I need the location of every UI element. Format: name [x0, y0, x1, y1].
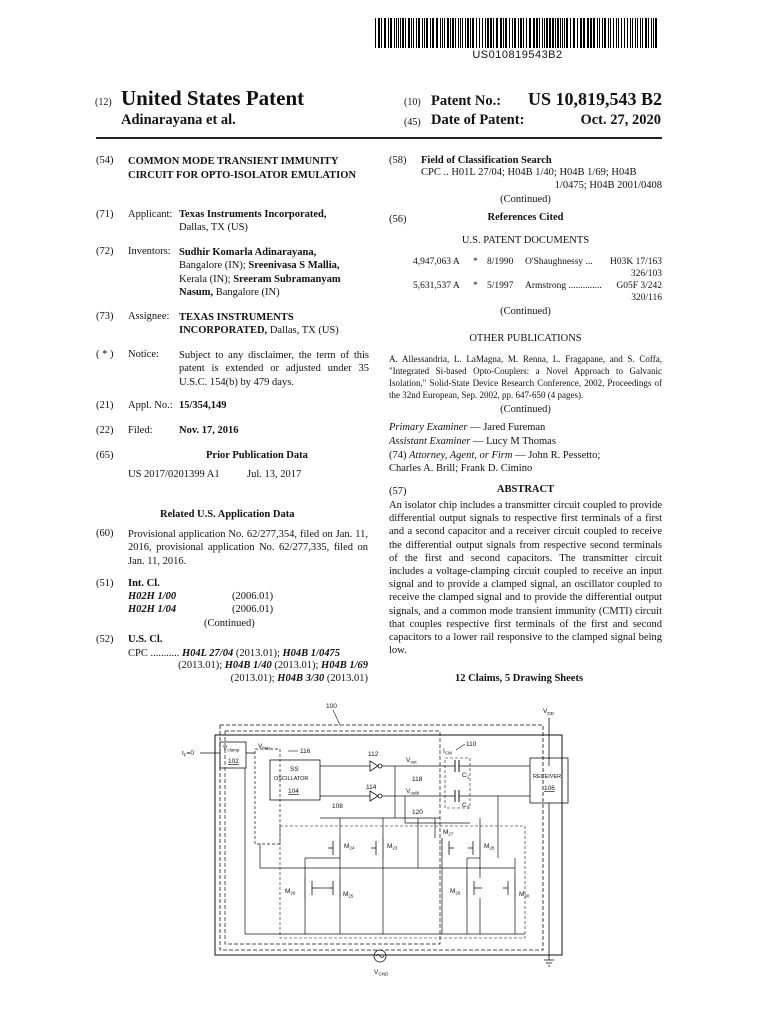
barcode-bar	[482, 18, 483, 48]
ref-number: 5,631,537 A	[413, 281, 460, 291]
barcode-bar	[460, 18, 461, 48]
barcode-bar	[426, 18, 428, 48]
assignee-name-2: INCORPORATED,	[179, 325, 268, 337]
attorney-label: Attorney, Agent, or Firm	[409, 450, 513, 461]
inventor-2: Sreenivasa S Mallia,	[248, 260, 340, 272]
assignee-name-1: TEXAS INSTRUMENTS	[179, 312, 294, 323]
barcode-bar	[518, 18, 519, 48]
barcode-bar	[549, 18, 551, 48]
intcl-class-1: H02H 1/00	[128, 591, 177, 602]
ref-date: 5/1997	[487, 281, 514, 291]
barcode-bar	[418, 18, 420, 48]
transistor-m25	[328, 878, 340, 898]
barcode-bar	[432, 18, 434, 48]
intcl-code: (51)	[96, 578, 114, 589]
field-cpc-1: CPC .. H01L 27/04; H04B 1/40; H04B 1/69; H04B	[421, 167, 637, 178]
assistant-examiner-name: — Lucy M Thomas	[473, 436, 556, 447]
barcode-bar	[526, 18, 527, 48]
assistant-examiner	[389, 436, 556, 447]
barcode-bar	[476, 18, 477, 48]
invention-title: COMMON MODE TRANSIENT IMMUNITY CIRCUIT FOR OPTO-ISOLATOR EMULATION	[128, 156, 357, 181]
assignee-code: (73)	[96, 311, 114, 322]
refs-continued: (Continued)	[500, 306, 551, 317]
vbias-label: $V_{bias}$	[258, 743, 271, 751]
barcode-bar	[394, 18, 395, 48]
m29-label: $M_{29}$	[450, 888, 461, 896]
prior-date: Jul. 13, 2017	[247, 469, 302, 480]
barcode-bar	[442, 18, 443, 48]
c2-label: $C_2$	[462, 802, 470, 810]
patent-no-label: Patent No.:	[431, 93, 502, 109]
ref-102: 102	[228, 758, 239, 765]
barcode-bar	[610, 18, 611, 48]
notice-code: ( * )	[96, 349, 114, 360]
abstract-title: ABSTRACT	[496, 484, 555, 495]
barcode-bar	[462, 18, 463, 48]
barcode-bar	[599, 18, 600, 48]
barcode-bar	[645, 18, 647, 48]
attorney	[389, 450, 600, 461]
transistor-m27	[442, 838, 454, 858]
ref-116: 116	[300, 748, 311, 755]
date-code: (45)	[404, 117, 421, 128]
barcode-bar	[624, 18, 625, 48]
kind-code: (12)	[95, 97, 112, 108]
isolator-boundary	[220, 725, 543, 950]
filed-code: (22)	[96, 425, 114, 436]
refs-title: References Cited	[487, 212, 564, 223]
barcode-bar	[580, 18, 582, 48]
refs-code: (56)	[389, 214, 407, 225]
m28-label: $M_{28}$	[484, 843, 495, 851]
transistor-m29	[467, 878, 482, 898]
barcode-bar	[557, 18, 559, 48]
related-title: Related U.S. Application Data	[160, 509, 295, 520]
cmti-wiring	[245, 768, 525, 934]
receiver-label: RECEIVER	[533, 774, 562, 780]
barcode-bar	[618, 18, 619, 48]
barcode-bar	[533, 18, 535, 48]
inventor-3-location: Bangalore (IN)	[215, 286, 280, 298]
ref-subclass: 320/116	[631, 293, 662, 303]
field-cpc-2: 1/0475; H04B 2001/0408	[554, 180, 662, 191]
icm-label: $I_{CM}$	[443, 748, 452, 756]
attorney-code: (74)	[389, 450, 407, 461]
circuit-diagram	[180, 698, 580, 978]
intcl-version-2: (2006.01)	[232, 604, 274, 615]
barcode-bar	[587, 18, 589, 48]
uscl-cpc-line2	[128, 660, 368, 671]
abstract-code: (57)	[389, 486, 407, 497]
barcode-bar	[655, 18, 657, 48]
barcode-bar	[472, 18, 474, 48]
cpc-version-1: (2013.01);	[235, 648, 280, 659]
ref-106: 106	[544, 785, 555, 792]
primary-examiner-label: Primary Examiner	[389, 422, 468, 433]
barcode-bar	[529, 18, 531, 48]
ref-118: 118	[412, 776, 423, 783]
provisional-code: (60)	[96, 528, 114, 539]
barcode-bar	[552, 18, 554, 48]
cpc-version-5: (2013.01)	[326, 673, 368, 684]
appl-label: Appl. No.:	[128, 400, 173, 411]
applicant-code: (71)	[96, 209, 114, 220]
abstract-text: An isolator chip includes a transmitter circuit coupled to provide differential output signals to respective first terminals of a first and a second capacitor and a receiver circuit coupled to receive the differential output signals from respective second terminals of the first and second capacitors. The transmitter circuit includes a voltage-clamping circuit coupled to receive an input signal and to provide a clamped signal, an oscillator coupled to receive the clamped signal and to provide the differential output signals, and a common mode transient immunity (CMTI) circuit that couples respective first terminals of the first and second capacitors to a lower rail responsive to the clamped signal being low.	[389, 500, 662, 657]
barcode-bar	[390, 18, 392, 48]
barcode-bar	[536, 18, 538, 48]
inventor-1-location: Bangalore (IN);	[179, 260, 246, 272]
ref-class: H03K 17/163	[610, 257, 662, 267]
barcode-bar	[570, 18, 571, 48]
inventor-1: Sudhir Komarla Adinarayana,	[179, 247, 317, 258]
cpc-label: CPC ...........	[128, 648, 180, 659]
patent-title-heading: United States Patent	[121, 86, 305, 110]
filed-label: Filed:	[128, 425, 153, 436]
inventors-label: Inventors:	[128, 246, 171, 257]
other-pubs-continued: (Continued)	[500, 404, 551, 415]
uscl-label: U.S. Cl.	[128, 634, 163, 645]
ref-100: 100	[326, 703, 337, 710]
barcode-bar	[573, 18, 575, 48]
barcode-bar	[378, 18, 380, 48]
vclamp-label: $V_{clamp}$	[223, 745, 240, 753]
attorney-name-1: — John R. Pessetto;	[515, 450, 601, 461]
buffer-114	[370, 791, 378, 801]
other-pub-text: A. Allessandria, L. LaMagna, M. Renna, L. Fragapane, and S. Coffa, "Integrated Si-based Opto-Couplers: a Novel Approach to Galvanic Isolation," Solid-State Device Research Conference, 2002, Proceedings of the 32nd European, Sep. 2002, pp. 647-650 (4 pages).	[389, 354, 662, 400]
barcode-bar	[593, 18, 595, 48]
ref-star: *	[473, 257, 478, 267]
inventors-list	[179, 246, 369, 299]
voutb-label: $V_{outb}$	[406, 788, 420, 796]
ref-name: Armstrong ..............	[525, 281, 602, 291]
applicant-label: Applicant:	[128, 209, 173, 220]
ground-icon	[544, 960, 554, 966]
uscl-code: (52)	[96, 634, 114, 645]
patent-no-code: (10)	[404, 97, 421, 108]
barcode-bar	[637, 18, 638, 48]
cpc-version-4: (2013.01);	[230, 673, 275, 684]
barcode-bar	[388, 18, 389, 48]
osc-label: OSCILLATOR	[274, 776, 309, 782]
vbias-bus	[255, 749, 280, 844]
barcode-bar	[408, 18, 410, 48]
m30-label: $M_{30}$	[519, 891, 530, 899]
barcode-bar	[479, 18, 480, 48]
date-label: Date of Patent:	[431, 112, 525, 128]
ref-104: 104	[288, 788, 299, 795]
barcode-bar	[490, 18, 492, 48]
barcode-bar	[447, 18, 449, 48]
barcode-bar	[635, 18, 636, 48]
barcode-bar	[602, 18, 603, 48]
provisional-text: Provisional application No. 62/277,354, filed on Jan. 11, 2016, provisional application No. 62/277,335, filed on Jan. 11, 2016.	[128, 529, 368, 567]
barcode-bar	[640, 18, 641, 48]
barcode-bar	[384, 18, 386, 48]
barcode-bar	[487, 18, 489, 48]
barcode-bar	[485, 18, 486, 48]
ref-120: 120	[412, 809, 423, 816]
barcode-bar	[604, 18, 606, 48]
barcode-bar	[411, 18, 412, 48]
barcode-bar	[539, 18, 540, 48]
vdd-label: $V_{DD}$	[543, 708, 554, 716]
barcode-bar	[381, 18, 382, 48]
ss-label: SS	[290, 766, 299, 773]
barcode-graphic	[375, 18, 660, 48]
ref-class: G05F 3/242	[616, 281, 662, 291]
ref-number: 4,947,063 A	[413, 257, 460, 267]
m27-label: $M_{27}$	[443, 829, 454, 837]
appl-code: (21)	[96, 400, 114, 411]
intcl-version-1: (2006.01)	[232, 591, 274, 602]
header-rule	[96, 137, 662, 139]
barcode-bar	[564, 18, 565, 48]
appl-number: 15/354,149	[179, 400, 227, 411]
barcode-bar	[424, 18, 425, 48]
barcode-number: US010819543B2	[472, 49, 563, 61]
field-continued: (Continued)	[500, 194, 551, 205]
if-label: $I_F=0$	[182, 750, 194, 758]
barcode-bar	[430, 18, 431, 48]
barcode	[375, 18, 660, 48]
cpc-version-3: (2013.01);	[274, 660, 319, 671]
barcode-bar	[627, 18, 628, 48]
claims-summary: 12 Claims, 5 Drawing Sheets	[455, 673, 584, 684]
cpc-class-2: H04B 1/0475	[282, 648, 340, 659]
ref-114: 114	[366, 784, 377, 791]
barcode-bar	[452, 18, 454, 48]
patent-date: Oct. 27, 2020	[580, 112, 661, 128]
primary-examiner	[389, 422, 545, 433]
circuit-figure	[180, 698, 580, 978]
inventor-3a: Sreeram Subramanyam	[233, 273, 341, 285]
transistor-m26	[305, 878, 320, 898]
ref-108: 108	[332, 803, 343, 810]
barcode-bar	[496, 18, 498, 48]
ref-100-arrow	[333, 710, 340, 725]
cap-boundary	[445, 758, 470, 808]
attorney-name-2: Charles A. Brill; Frank D. Cimino	[389, 463, 533, 474]
barcode-bar	[470, 18, 471, 48]
barcode-bar	[505, 18, 507, 48]
uscl-cpc	[128, 647, 368, 660]
ref-112: 112	[368, 751, 379, 758]
primary-examiner-name: — Jared Fureman	[470, 422, 546, 433]
intcl-label: Int. Cl.	[128, 578, 160, 589]
other-pubs-title: OTHER PUBLICATIONS	[469, 333, 582, 344]
barcode-bar	[416, 18, 417, 48]
m26-label: $M_{26}$	[285, 888, 296, 896]
barcode-bar	[396, 18, 397, 48]
barcode-bar	[542, 18, 543, 48]
ref-subclass: 326/103	[630, 269, 662, 279]
barcode-bar	[630, 18, 631, 48]
prior-code: (65)	[96, 450, 114, 461]
assignee-location: Dallas, TX (US)	[269, 325, 339, 337]
patent-number: US 10,819,543 B2	[528, 89, 663, 109]
notice-text: Subject to any disclaimer, the term of this patent is extended or adjusted under 35 U.S.C. 154(b) by 479 days.	[179, 350, 369, 388]
barcode-bar	[458, 18, 459, 48]
barcode-bar	[402, 18, 404, 48]
barcode-bar	[520, 18, 522, 48]
authors: Adinarayana et al.	[121, 112, 236, 128]
barcode-bar	[653, 18, 654, 48]
barcode-bar	[413, 18, 414, 48]
barcode-bar	[566, 18, 568, 48]
cpc-version-2: (2013.01);	[178, 660, 223, 671]
c1-label: $C_1$	[462, 772, 470, 780]
assignee-label: Assignee:	[128, 311, 170, 322]
intcl-continued: (Continued)	[204, 618, 255, 629]
m23-label: $M_{23}$	[387, 843, 398, 851]
transistor-m28	[468, 838, 480, 858]
barcode-bar	[642, 18, 643, 48]
m25-label: $M_{25}$	[343, 891, 354, 899]
barcode-bar	[544, 18, 545, 48]
applicant-location: Dallas, TX (US)	[179, 222, 248, 233]
barcode-bar	[444, 18, 445, 48]
barcode-bar	[405, 18, 406, 48]
barcode-bar	[562, 18, 563, 48]
cpc-class-1: H04L 27/04	[181, 648, 234, 659]
assistant-examiner-label: Assistant Examiner	[389, 436, 471, 447]
barcode-bar	[560, 18, 561, 48]
barcode-bar	[503, 18, 504, 48]
cpc-class-3: H04B 1/40	[224, 660, 272, 671]
filed-date: Nov. 17, 2016	[179, 425, 239, 436]
buffer-112	[370, 761, 378, 771]
barcode-bar	[509, 18, 510, 48]
vout-label: $V_{out}$	[406, 757, 417, 765]
ref-name: O'Shaughnessy ...	[525, 257, 593, 267]
assignee	[179, 311, 339, 338]
barcode-bar	[523, 18, 524, 48]
ref-110: 110	[466, 741, 477, 748]
barcode-bar	[577, 18, 578, 48]
title-code: (54)	[96, 155, 114, 166]
barcode-bar	[465, 18, 466, 48]
barcode-bar	[613, 18, 614, 48]
barcode-bar	[616, 18, 617, 48]
transistor-m23	[371, 838, 383, 858]
barcode-bar	[375, 18, 376, 48]
vgnd-label: $V_{GND}$	[374, 969, 389, 977]
barcode-bar	[651, 18, 652, 48]
inventor-3b: Nasum,	[179, 286, 214, 298]
barcode-bar	[400, 18, 401, 48]
field-label: Field of Classification Search	[421, 155, 552, 166]
intcl-class-2: H02H 1/04	[128, 604, 177, 615]
barcode-bar	[621, 18, 622, 48]
prior-title: Prior Publication Data	[206, 450, 308, 461]
barcode-bar	[546, 18, 548, 48]
barcode-bar	[398, 18, 399, 48]
barcode-bar	[648, 18, 649, 48]
transistor-m24	[328, 838, 340, 858]
barcode-bar	[514, 18, 516, 48]
inventors-code: (72)	[96, 246, 114, 257]
notice-label: Notice:	[128, 349, 159, 360]
barcode-bar	[555, 18, 556, 48]
us-docs-title: U.S. PATENT DOCUMENTS	[461, 235, 590, 246]
barcode-bar	[608, 18, 609, 48]
field-code: (58)	[389, 155, 407, 166]
applicant-name: Texas Instruments Incorporated,	[179, 209, 327, 220]
cpc-class-5: H04B 3/30	[277, 673, 325, 684]
barcode-bar	[500, 18, 502, 48]
barcode-bar	[440, 18, 441, 48]
transistor-m30	[503, 878, 515, 898]
barcode-bar	[436, 18, 438, 48]
barcode-bar	[422, 18, 423, 48]
barcode-bar	[590, 18, 592, 48]
prior-publication: US 2017/0201399 A1	[128, 469, 220, 480]
uscl-cpc-line3	[128, 673, 368, 684]
barcode-bar	[632, 18, 633, 48]
barcode-bar	[512, 18, 513, 48]
ref-star: *	[473, 281, 478, 291]
barcode-bar	[493, 18, 494, 48]
barcode-bar	[583, 18, 585, 48]
ref-date: 8/1990	[487, 257, 514, 267]
barcode-bar	[450, 18, 451, 48]
cpc-class-4: H04B 1/69	[321, 660, 368, 671]
barcode-bar	[597, 18, 598, 48]
barcode-bar	[467, 18, 469, 48]
barcode-bar	[455, 18, 456, 48]
inventor-2-location: Kerala (IN);	[179, 273, 231, 285]
m24-label: $M_{24}$	[344, 843, 355, 851]
